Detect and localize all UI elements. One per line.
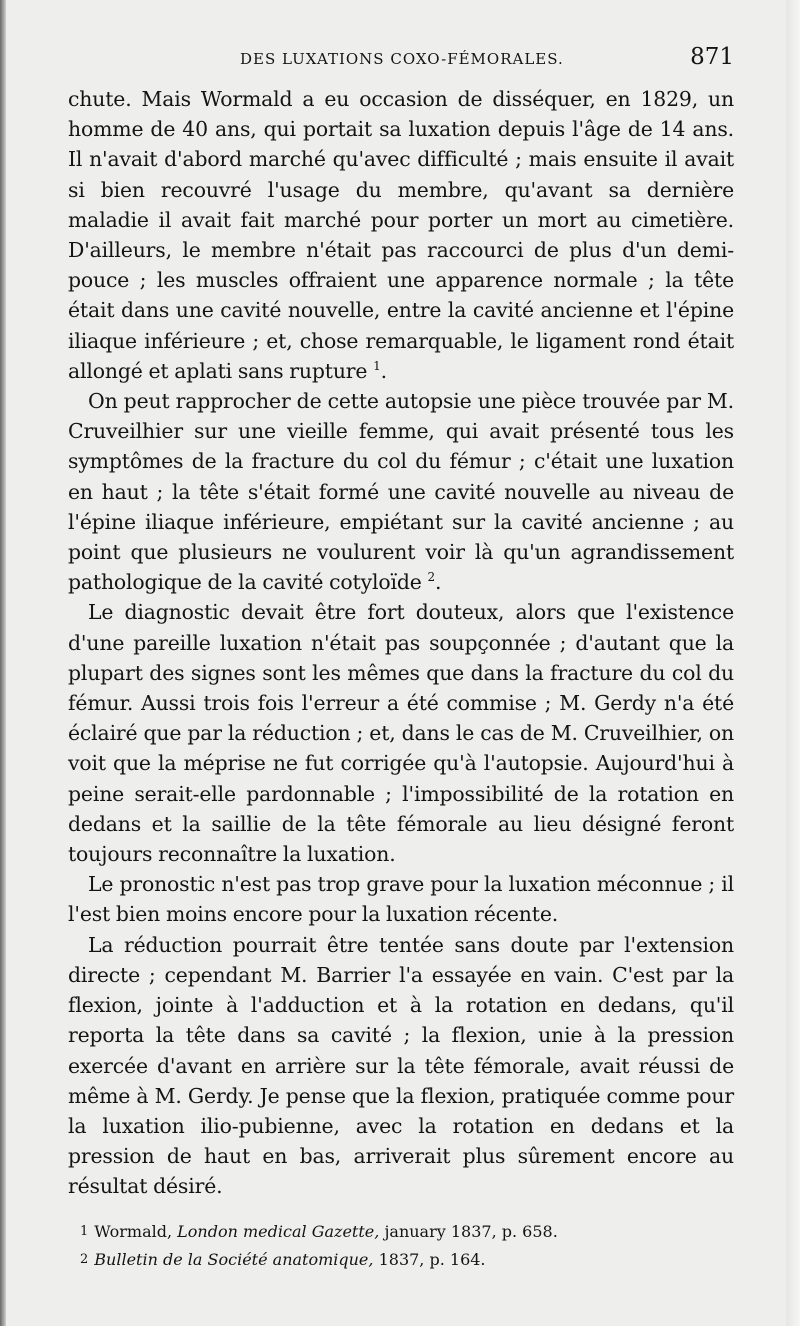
page-edge [786,0,800,1326]
footnote-2 [68,1246,734,1274]
body-text [68,84,734,1202]
footnote-number: 1 [80,1224,89,1239]
running-title: DES LUXATIONS COXO-FÉMORALES. [240,50,564,68]
paragraph-end: . [434,570,442,595]
paragraph-1 [68,84,734,386]
page-header [70,44,734,78]
page-number: 871 [690,44,734,70]
footnotes [68,1218,734,1274]
footnote-ref: 2 [427,570,435,585]
footnote-number: 2 [80,1252,89,1267]
footnote-1 [68,1218,734,1246]
paragraph-text: La réduction pourrait être tentée sans doute par l'extension directe ; cependant M. Barrier l'a essayée en vain. C'est par la flexion, jointe à l'adduction et à la rotation en dedans, qu'il reporta la tête dans sa cavité ; la flexion, unie à la pression exercée d'avant en arrière sur la tête fémorale, avait réussi de même à M. Gerdy. Je pense que la flexion, pratiquée comme pour la luxation ilio-pubienne, avec la rotation en dedans et la pression de haut en bas, arriverait plus sûrement encore au résultat désiré. [68,932,734,1199]
footnote-details: january 1837, p. 658. [384,1222,558,1241]
footnote-author: Wormald, [94,1222,173,1241]
page-binding-shadow [0,0,6,1326]
paragraph-2 [68,386,734,597]
paragraph-5 [68,930,734,1202]
footnote-source: Bulletin de la Société anatomique, [94,1250,374,1269]
paragraph-4 [68,869,734,929]
footnote-source: London medical Gazette, [177,1222,380,1241]
paragraph-text: On peut rapprocher de cette autopsie une pièce trouvée par M. Cruveilhier sur une vieille femme, qui avait présenté tous les symptômes de la fracture du col du fémur ; c'était une luxation en haut ; la tête s'était formé une cavité nouvelle au niveau de l'épine iliaque inférieure, empiétant sur la cavité ancienne ; au point que plusieurs ne voulurent voir là qu'un agrandissement pathologique de la cavité cotyloïde [68,389,734,595]
paragraph-text: chute. Mais Wormald a eu occasion de disséquer, en 1829, un homme de 40 ans, qui portait sa luxation depuis l'âge de 14 ans. Il n'avait d'abord marché qu'avec difficulté ; mais ensuite il avait si bien recouvré l'usage du membre, qu'avant sa dernière maladie il avait fait marché pour porter un mort au cimetière. D'ailleurs, le membre n'était pas raccourci de plus d'un demi-pouce ; les muscles offraient une apparence normale ; la tête était dans une cavité nouvelle, entre la cavité ancienne et l'épine iliaque inférieure ; et, chose remarquable, le ligament rond était allongé et aplati sans rupture [68,87,734,383]
footnote-ref: 1 [373,359,381,374]
paragraph-text: Le pronostic n'est pas trop grave pour la luxation méconnue ; il l'est bien moins encore pour la luxation récente. [68,872,734,927]
paragraph-text: Le diagnostic devait être fort douteux, alors que l'existence d'une pareille luxation n'était pas soupçonnée ; d'autant que la plupart des signes sont les mêmes que dans la fracture du col du fémur. Aussi trois fois l'erreur a été commise ; M. Gerdy n'a été éclairé que par la réduction ; et, dans le cas de M. Cruveilhier, on voit que la méprise ne fut corrigée qu'à l'autopsie. Aujourd'hui à peine serait-elle pardonnable ; l'impossibilité de la rotation en dedans et la saillie de la tête fémorale au lieu désigné feront toujours reconnaître la luxation. [68,600,734,867]
paragraph-end: . [380,358,387,383]
footnote-details: 1837, p. 164. [378,1250,486,1269]
paragraph-3 [68,597,734,869]
